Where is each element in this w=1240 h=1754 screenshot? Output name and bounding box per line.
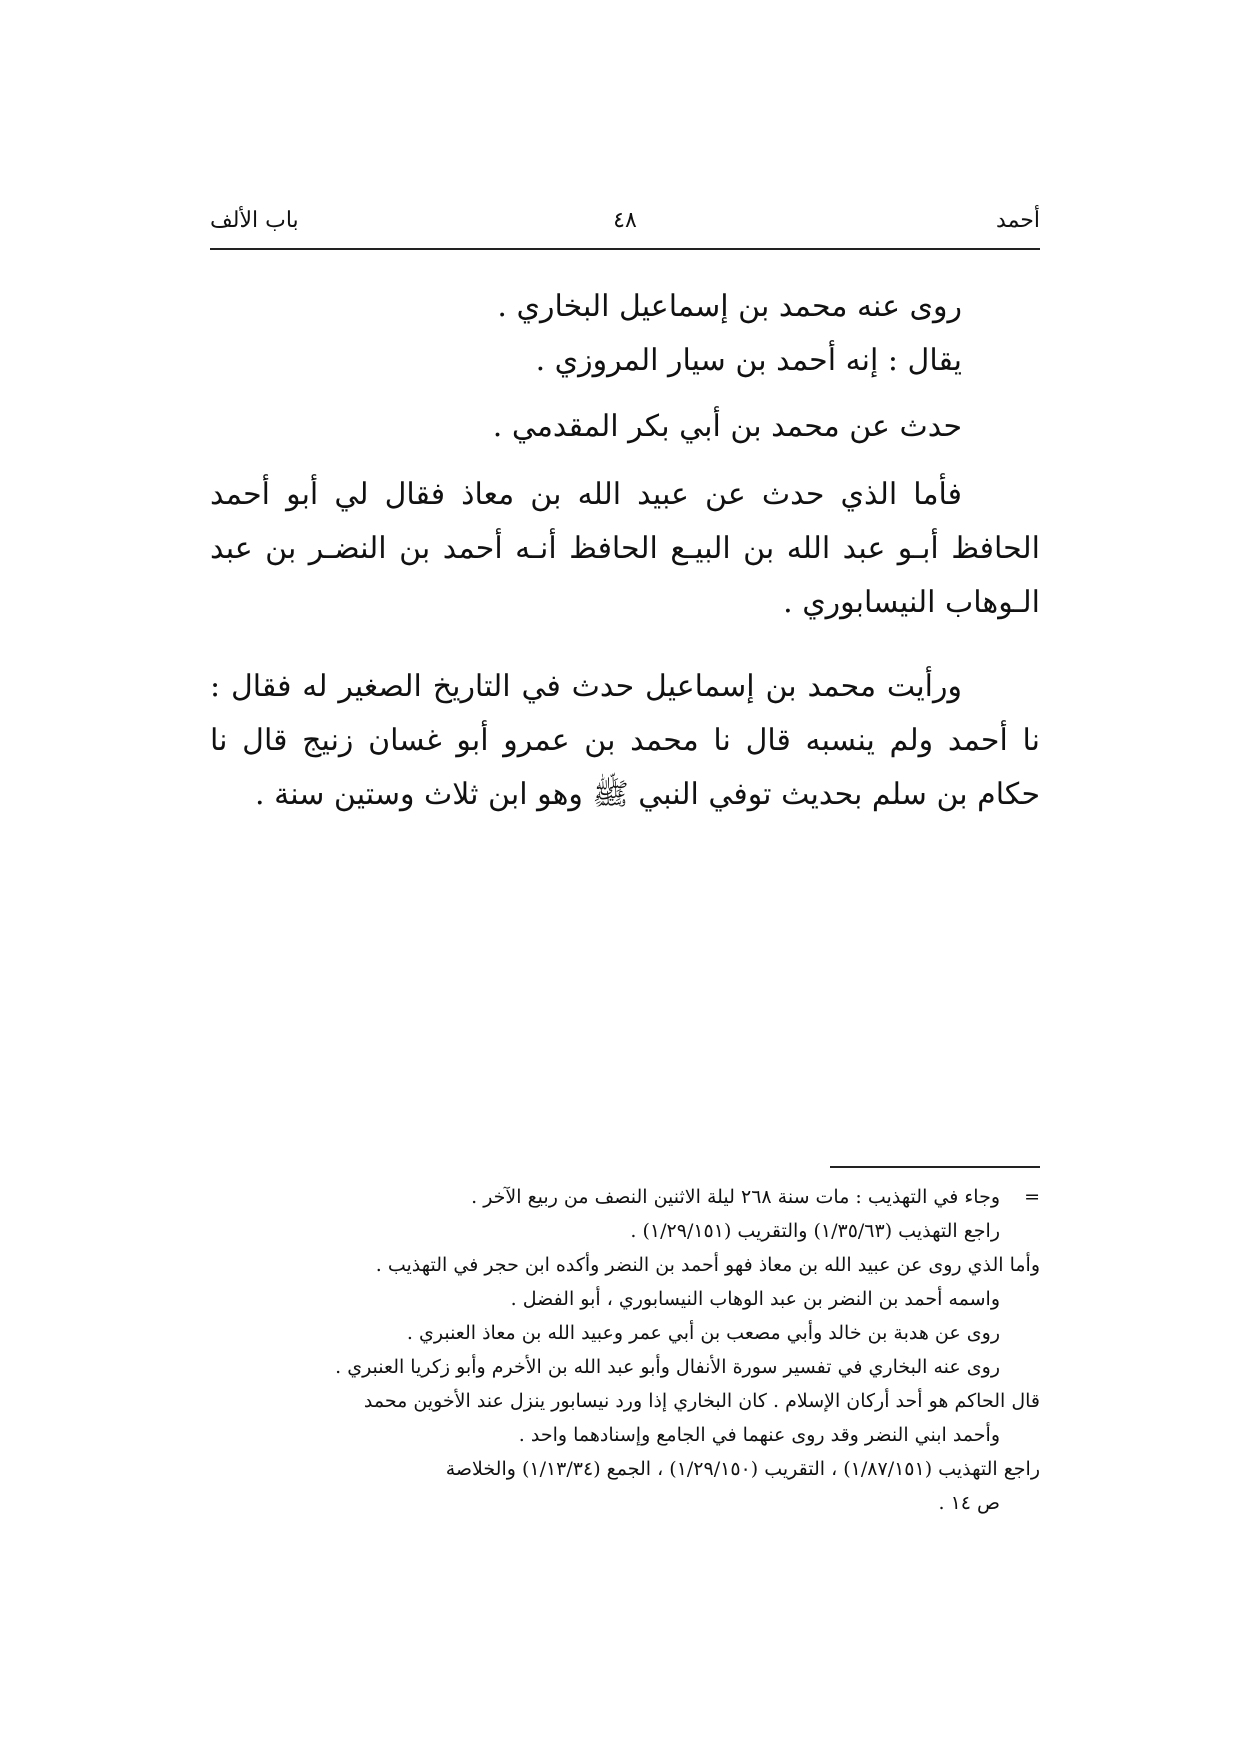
- footnote-line-8: وأحمد ابني النضر وقد روى عنهما في الجامع وإسنادهما واحد .: [518, 1424, 1000, 1446]
- footnote-line-10: ص ١٤ .: [938, 1492, 1000, 1514]
- footnote-line-1: [210, 1180, 1040, 1214]
- main-paragraph-1: فأما الذي حدث عن عبيد الله بن معاذ فقال لي أبو أحمد الحافظ أبـو عبد الله بن البيـع الحافظ أنـه أحمد بن النضـر بن عبد الـوهاب النيسابوري .: [210, 477, 1040, 620]
- main-line-2: يقال : إنه أحمد بن سيار المروزي .: [535, 343, 962, 378]
- main-line-1: روى عنه محمد بن إسماعيل البخاري .: [497, 289, 962, 324]
- header-entry-name: أحمد: [996, 208, 1040, 233]
- footnote-line-3: وأما الذي روى عن عبيد الله بن معاذ فهو أحمد بن النضر وأكده ابن حجر في التهذيب .: [375, 1254, 1040, 1276]
- main-paragraph-2: ورأيت محمد بن إسماعيل حدث في التاريخ الصغير له فقال : نا أحمد ولم ينسبه قال نا محمد بن عمرو أبو غسان زنيج قال نا حكام بن سلم بحديث توفي النبي ﷺ وهو ابن ثلاث وستين سنة .: [210, 669, 1040, 812]
- footnote-line-9: راجع التهذيب (١/٨٧/١٥١) ، التقريب (١/٢٩/١٥٠) ، الجمع (١/١٣/٣٤) والخلاصة: [445, 1458, 1040, 1480]
- page-number: ٤٨: [613, 208, 637, 233]
- footnote-separator: [830, 1166, 1040, 1168]
- footnote-line-7: قال الحاكم هو أحد أركان الإسلام . كان البخاري إذا ورد نيسابور ينزل عند الأخوين محمد: [363, 1390, 1040, 1412]
- footnote-line-4: واسمه أحمد بن النضر بن عبد الوهاب النيسابوري ، أبو الفضل .: [510, 1288, 1000, 1310]
- footnote-line-2: راجع التهذيب (١/٣٥/٦٣) والتقريب (١/٢٩/١٥١) .: [630, 1220, 1000, 1242]
- footnotes: [210, 1180, 1040, 1520]
- header-chapter-title: باب الألف: [210, 208, 299, 233]
- footnote-line-5: روى عن هدبة بن خالد وأبي مصعب بن أبي عمر وعبيد الله بن معاذ العنبري .: [406, 1322, 1000, 1344]
- footnote-line-6: روى عنه البخاري في تفسير سورة الأنفال وأبو عبد الله بن الأخرم وأبو زكريا العنبري .: [335, 1356, 1000, 1378]
- running-header: [210, 200, 1040, 250]
- main-line-3: حدث عن محمد بن أبي بكر المقدمي .: [492, 409, 962, 444]
- footnote-continuation-marker: =: [1024, 1186, 1040, 1208]
- footnote-text: وجاء في التهذيب : مات سنة ٢٦٨ ليلة الاثنين النصف من ربيع الآخر .: [471, 1186, 1000, 1208]
- main-text: [210, 280, 1040, 852]
